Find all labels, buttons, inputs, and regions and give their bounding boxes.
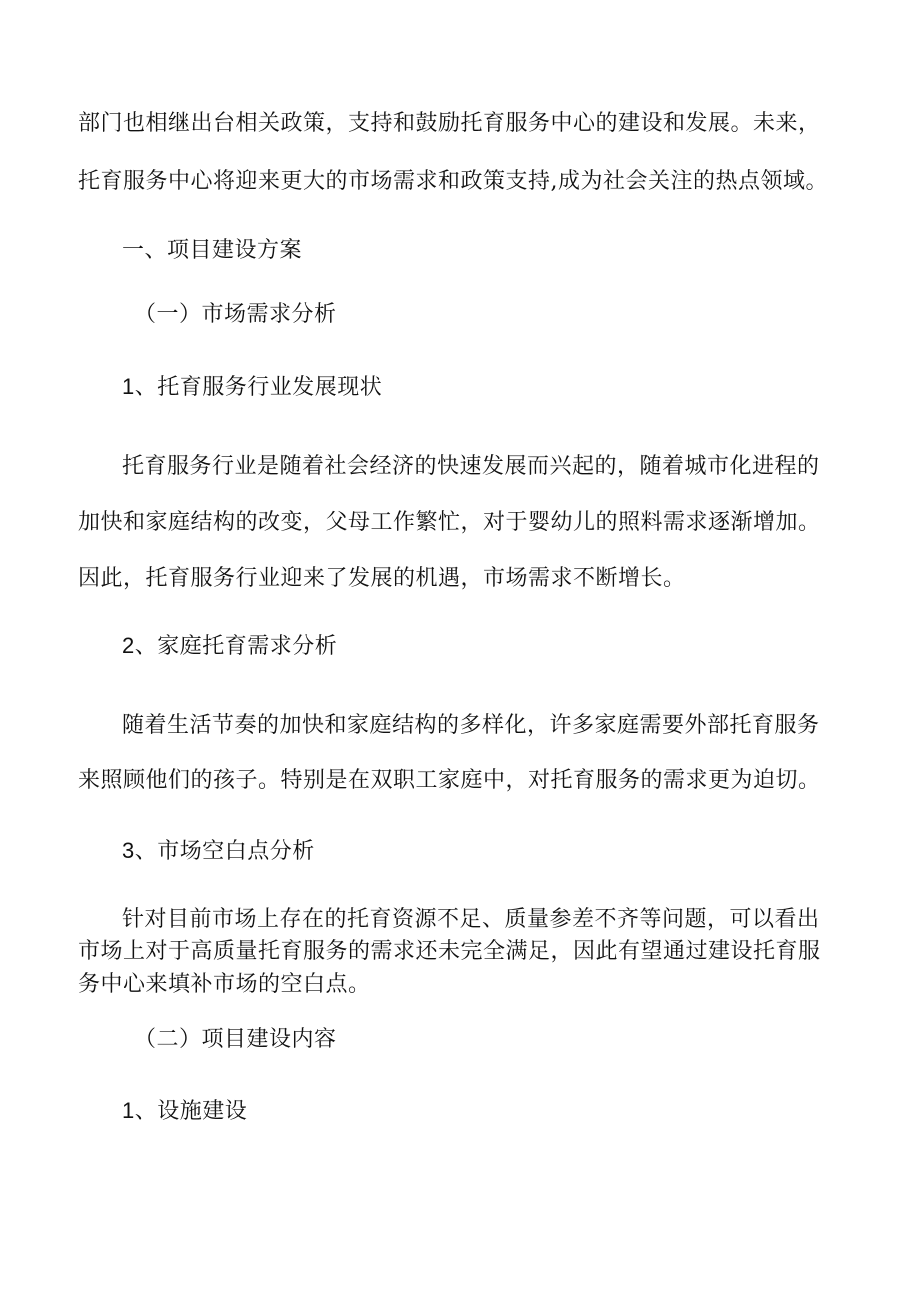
heading-text: 、设施建设 bbox=[134, 1099, 248, 1124]
heading-market-demand-analysis: （一）市场需求分析 bbox=[134, 302, 337, 327]
heading-construction-content: （二）项目建设内容 bbox=[134, 1027, 337, 1052]
heading-text: 、家庭托育需求分析 bbox=[134, 634, 338, 659]
paragraph-industry-line-2: 加快和家庭结构的改变，父母工作繁忙，对于婴幼儿的照料需求逐渐增加。 bbox=[78, 510, 821, 535]
paragraph-intro-line-1: 部门也相继出台相关政策，支持和鼓励托育服务中心的建设和发展。未来， bbox=[78, 111, 821, 136]
heading-number: 2 bbox=[122, 633, 135, 658]
paragraph-industry-line-3: 因此，托育服务行业迎来了发展的机遇，市场需求不断增长。 bbox=[78, 566, 686, 591]
paragraph-industry-line-1: 托育服务行业是随着社会经济的快速发展而兴起的，随着城市化进程的 bbox=[122, 454, 820, 479]
heading-number: 1 bbox=[122, 1098, 135, 1123]
paragraph-gap-line-2: 市场上对于高质量托育服务的需求还未完全满足，因此有望通过建设托育服 bbox=[78, 939, 821, 964]
heading-text: 、托育服务行业发展现状 bbox=[134, 375, 383, 400]
heading-industry-status bbox=[122, 372, 382, 403]
paragraph-intro-line-2: 托育服务中心将迎来更大的市场需求和政策支持,成为社会关注的热点领域。 bbox=[78, 169, 828, 194]
paragraph-family-line-1: 随着生活节奏的加快和家庭结构的多样化，许多家庭需要外部托育服务 bbox=[122, 713, 820, 738]
paragraph-gap-line-3: 务中心来填补市场的空白点。 bbox=[78, 972, 371, 997]
paragraph-gap-line-1: 针对目前市场上存在的托育资源不足、质量参差不齐等问题，可以看出 bbox=[122, 907, 820, 932]
heading-number: 1 bbox=[122, 374, 135, 399]
heading-project-plan: 一、项目建设方案 bbox=[122, 238, 303, 263]
heading-number: 3 bbox=[122, 838, 135, 863]
heading-family-demand bbox=[122, 631, 337, 662]
heading-text: 、市场空白点分析 bbox=[134, 839, 315, 864]
paragraph-family-line-2: 来照顾他们的孩子。特别是在双职工家庭中，对托育服务的需求更为迫切。 bbox=[78, 768, 821, 793]
heading-facility-construction bbox=[122, 1096, 247, 1127]
heading-market-gap bbox=[122, 836, 315, 867]
